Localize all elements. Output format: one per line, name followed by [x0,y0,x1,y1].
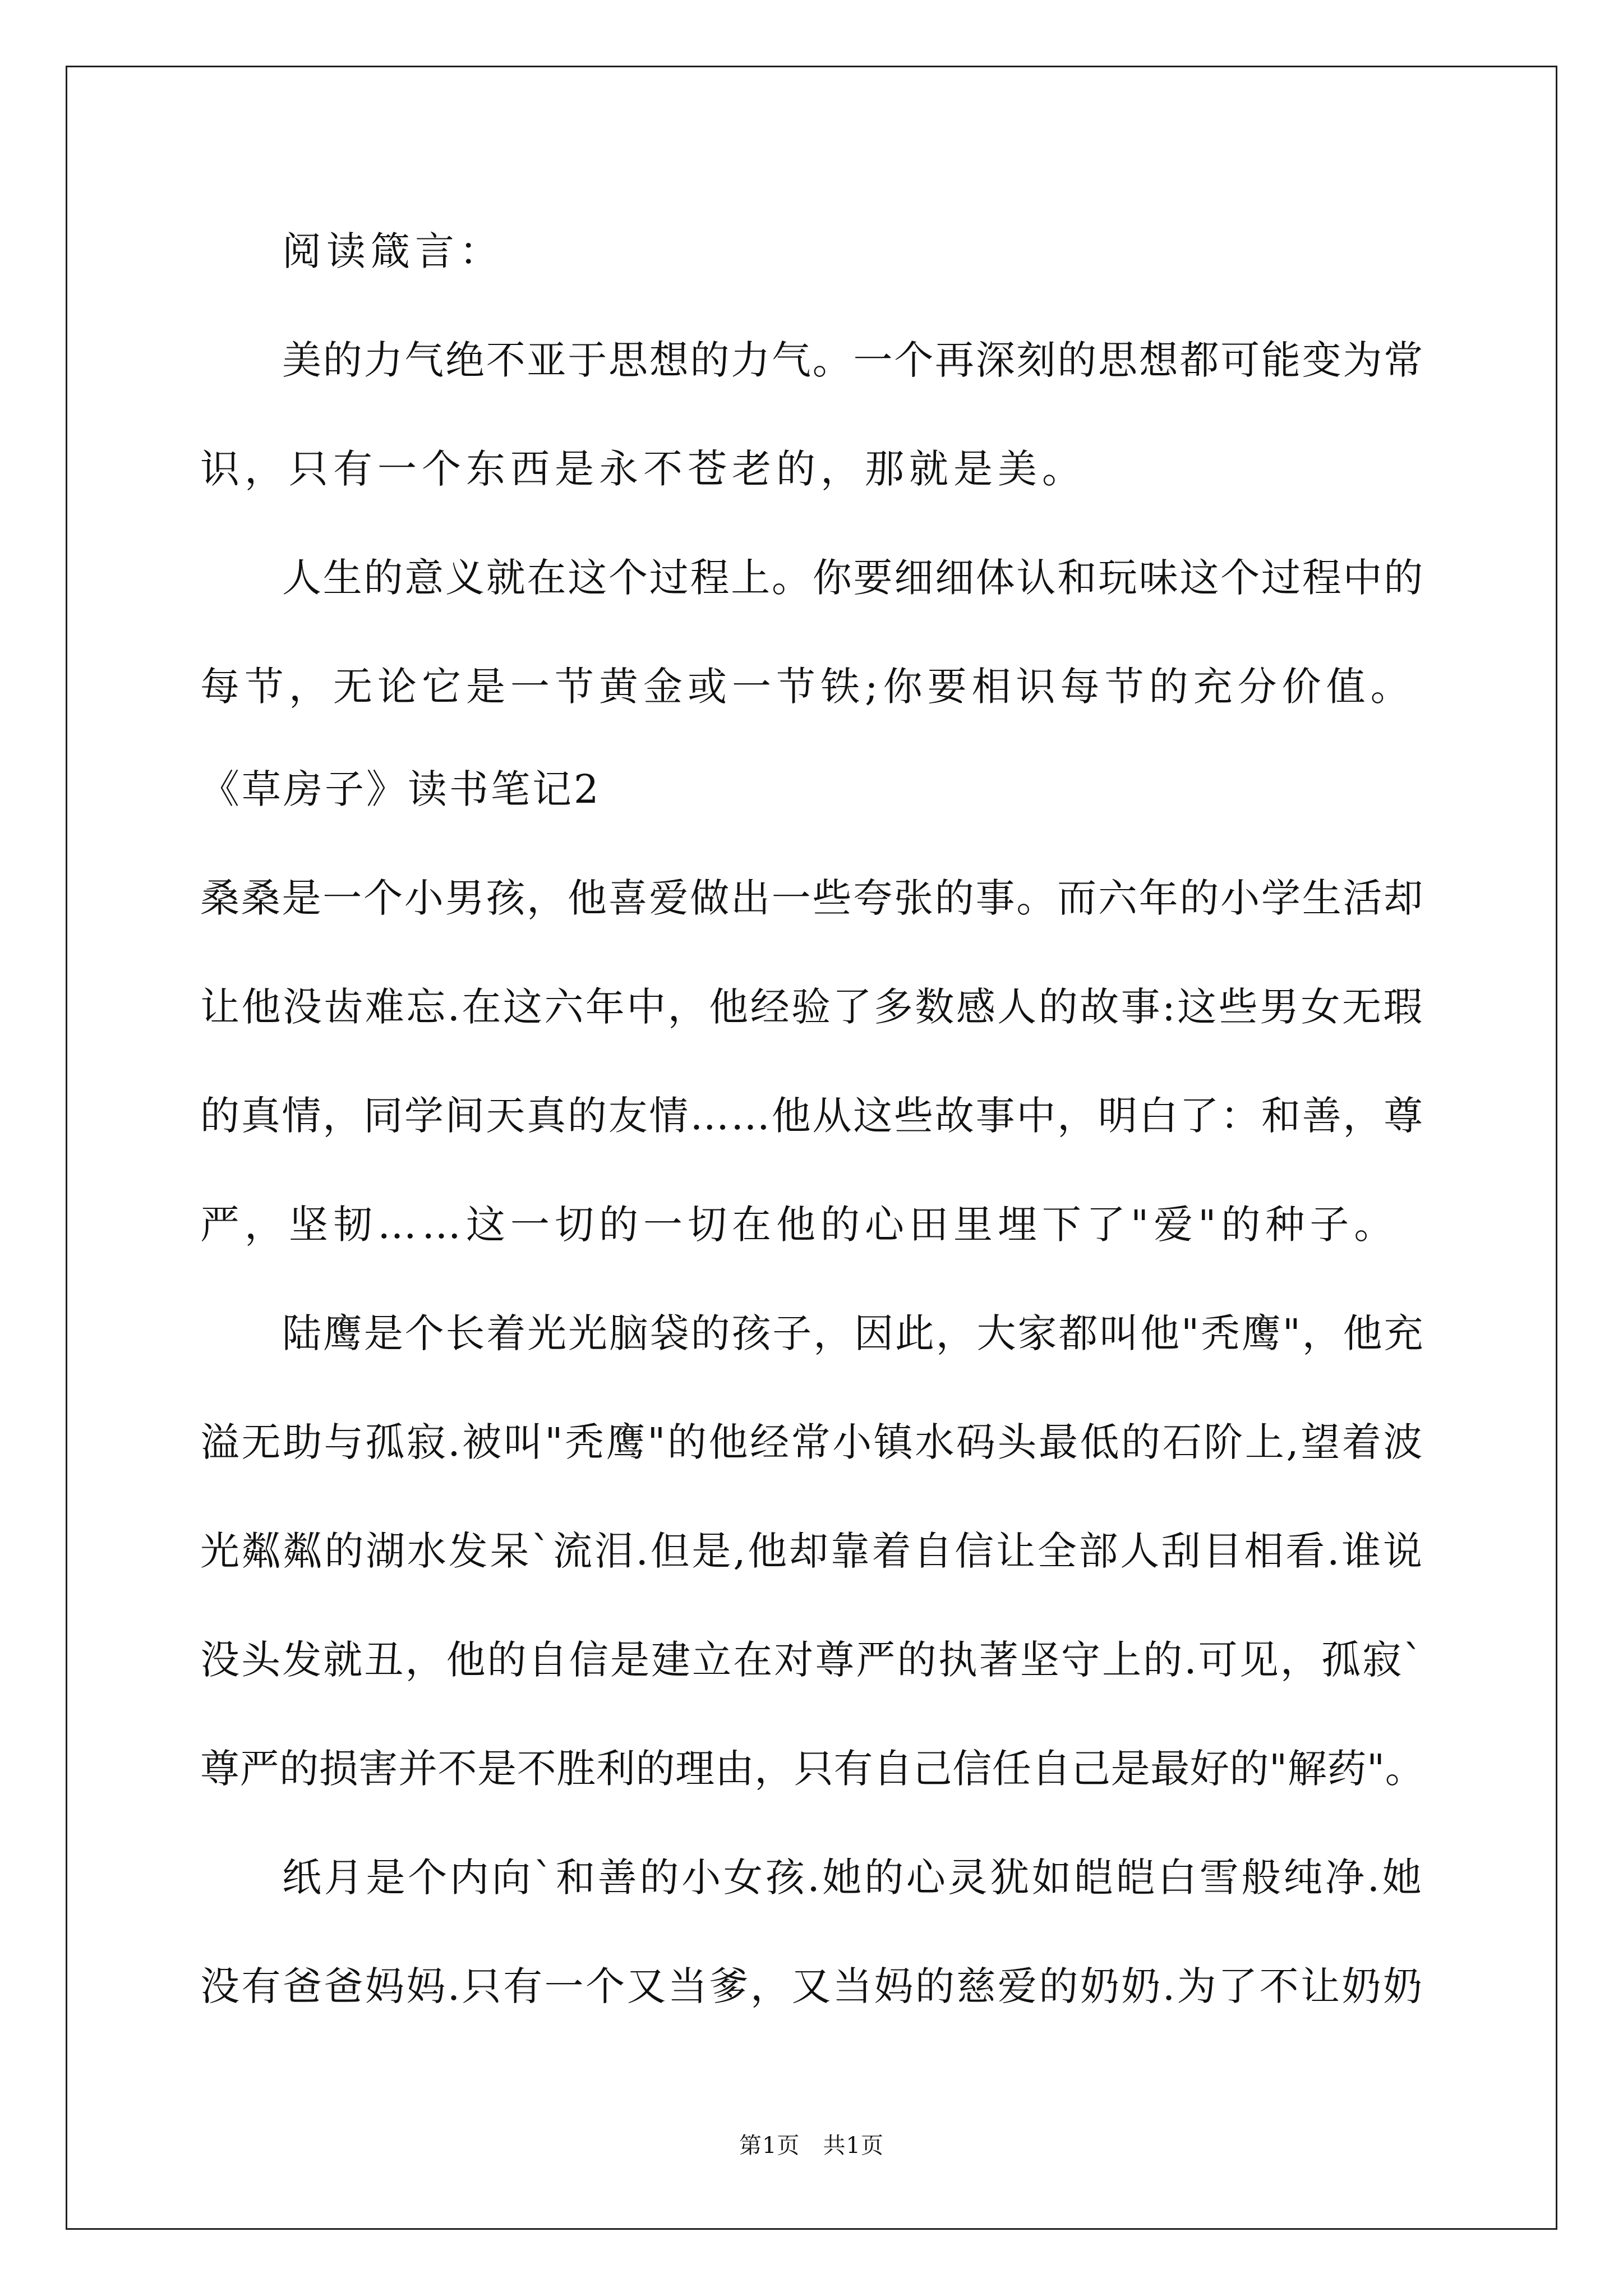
text-line: 光粼粼的湖水发呆`流泪.但是,他却靠着自信让全部人刮目相看.谁说 [200,1528,1424,1574]
text-line: 阅读箴言： [282,228,504,274]
text-line: 陆鹰是个长着光光脑袋的孩子，因此，大家都叫他"秃鹰"，他充 [282,1310,1425,1356]
text-line: 尊严的损害并不是不胜利的理由，只有自己信任自己是最好的"解药"。 [200,1746,1425,1792]
text-line: 的真情，同学间天真的友情……他从这些故事中，明白了：和善，尊 [200,1093,1424,1139]
text-line: 每节，无论它是一节黄金或一节铁;你要相识每节的充分价值。 [200,664,1415,710]
section-heading: 《草房子》读书笔记2 [200,766,601,812]
text-line: 没有爸爸妈妈.只有一个又当爹，又当妈的慈爱的奶奶.为了不让奶奶 [200,1963,1424,2009]
text-line: 识，只有一个东西是永不苍老的，那就是美。 [200,446,1086,492]
page-number-footer: 第1页 共1页 [739,2133,884,2159]
text-line: 严，坚韧……这一切的一切在他的心田里埋下了"爱"的种子。 [200,1202,1399,1248]
text-line: 美的力气绝不亚于思想的力气。一个再深刻的思想都可能变为常 [282,337,1424,383]
text-line: 溢无助与孤寂.被叫"秃鹰"的他经常小镇水码头最低的石阶上,望着波 [200,1419,1424,1465]
text-line: 让他没齿难忘.在这六年中，他经验了多数感人的故事:这些男女无瑕 [200,984,1424,1030]
text-line: 没头发就丑，他的自信是建立在对尊严的执著坚守上的.可见，孤寂` [200,1637,1425,1683]
text-line: 桑桑是一个小男孩，他喜爱做出一些夸张的事。而六年的小学生活却 [200,875,1424,921]
text-line: 纸月是个内向`和善的小女孩.她的心灵犹如皑皑白雪般纯净.她 [282,1855,1424,1901]
text-line: 人生的意义就在这个过程上。你要细细体认和玩味这个过程中的 [282,555,1424,601]
page-frame [66,66,1557,2230]
